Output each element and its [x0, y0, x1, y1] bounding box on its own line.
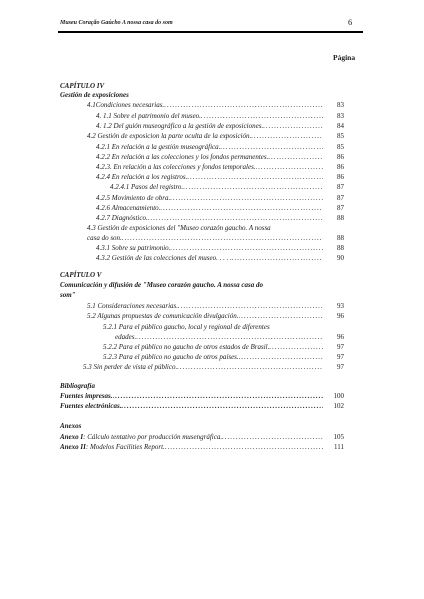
toc-entry: Anexo I: Cálculo tentativo por producción musengráfica. ..... — [60, 432, 323, 442]
toc-page-number: 111 — [334, 443, 344, 451]
toc-entry: 5.2.1 Para el público gaucho, local y regional de diferentes — [103, 323, 270, 331]
toc-page-number: 90 — [337, 254, 344, 262]
toc-page-number: 85 — [337, 143, 344, 151]
chapter-5-subtitle-continued: som" — [60, 291, 76, 299]
toc-entry: 5.2.2 Para el público no gaucho de otros estados de Brasil. ..... — [103, 342, 323, 352]
chapter-5-subtitle: Comunicación y difusión de "Museo corazón gaucho. A nossa casa do — [60, 281, 263, 289]
toc-entry: 4.3.2 Gestión de las colecciones del museo. . . . . ..... — [96, 253, 323, 263]
anexos-title: Anexos — [60, 422, 82, 430]
chapter-4-subtitle: Gestión de exposiciones — [60, 91, 129, 99]
toc-entry: 4.2.1 En relación a la gestión museográfica. ..... — [96, 142, 323, 152]
toc-page-number: 96 — [337, 333, 344, 341]
toc-page-number: 93 — [337, 302, 344, 310]
toc-entry: 5.2 Algunas propuestas de comunicación divulgación. ..... — [87, 311, 323, 321]
toc-entry: 4. 1.1 Sobre el patrimonio del museo. ..... — [96, 111, 323, 121]
toc-entry: 4.2 Gestión de exposicion la parte oculta de la exposición. ..... — [87, 131, 323, 141]
toc-entry: 4.2.6 Almacenamiento. ..... — [96, 203, 323, 213]
chapter-5-title: CAPÍTULO V — [60, 271, 102, 279]
toc-entry: 4.2.4 En relación a los registros. ..... — [96, 172, 323, 182]
toc-entry: 5.2.3 Para el público no gaucho de otros países. ..... — [103, 352, 323, 362]
toc-entry: Fuentes impresas. ..... — [60, 391, 323, 401]
toc-page-number: 97 — [337, 353, 344, 361]
toc-page-number: 85 — [337, 132, 344, 140]
toc-page-number: 88 — [337, 244, 344, 252]
toc-entry: Anexo II: Modelos Facilities Report. ..... — [60, 442, 323, 452]
bibliografia-title: Bibliografía — [60, 382, 96, 390]
toc-page-number: 87 — [337, 204, 344, 212]
toc-entry: 4.2.4.1 Pasos del registro. ..... — [110, 182, 323, 192]
toc-page-number: 86 — [337, 163, 344, 171]
toc-entry: 4.1Condiciones necesarias. ..... — [87, 100, 323, 110]
toc-page-number: 87 — [337, 194, 344, 202]
toc-entry: 5.1 Consideraciones necesarias. ..... — [87, 301, 323, 311]
toc-page-number: 88 — [337, 214, 344, 222]
toc-page-number: 97 — [337, 363, 344, 371]
toc-entry: Fuentes electrónicas. ..... — [60, 401, 323, 411]
toc-entry: 4.2.3. En relación a las colecciones y fondos temporales. ..... — [96, 162, 323, 172]
toc-entry: 4.2.7 Diagnóstico. ..... — [96, 213, 323, 223]
pagina-column-label: Página — [333, 53, 356, 62]
toc-entry: 4.2.2 En relación a las colecciones y los fondos permanentes. ..... — [96, 152, 323, 162]
toc-page-number: 83 — [337, 112, 344, 120]
toc-entry: 4.3 Gestión de exposiciones del "Museo corazón gaucho. A nossa — [87, 224, 271, 232]
toc-page-number: 96 — [337, 312, 344, 320]
toc-page-number: 100 — [333, 392, 344, 400]
toc-entry: edades. ..... — [115, 332, 323, 342]
toc-page-number: 83 — [337, 101, 344, 109]
toc-page-number: 84 — [337, 122, 344, 130]
toc-page-number: 88 — [337, 234, 344, 242]
toc-entry: 5.3 Sin perder de vista el público. ..... — [83, 362, 323, 372]
toc-page-number: 86 — [337, 153, 344, 161]
toc-page-number: 97 — [337, 343, 344, 351]
toc-page-number: 87 — [337, 183, 344, 191]
toc-entry: 4.3.1 Sobre su patrimonio. ..... — [96, 243, 323, 253]
toc-page-number: 105 — [333, 433, 344, 441]
toc-entry: 4. 1.2 Del guión museográfico a la gestión de exposiciones. ..... — [96, 121, 323, 131]
toc-entry: 4.2.5 Movimiento de obra. ..... — [96, 193, 323, 203]
toc-page-number: 102 — [333, 402, 344, 410]
header-rule — [58, 31, 363, 33]
chapter-4-title: CAPÍTULO IV — [60, 82, 105, 90]
page-number: 6 — [348, 17, 353, 27]
toc-page-number: 86 — [337, 173, 344, 181]
toc-entry: casa do son. ..... — [87, 233, 323, 243]
running-header-title: Museu Coração Gaúcho A nossa casa do som — [60, 20, 173, 26]
